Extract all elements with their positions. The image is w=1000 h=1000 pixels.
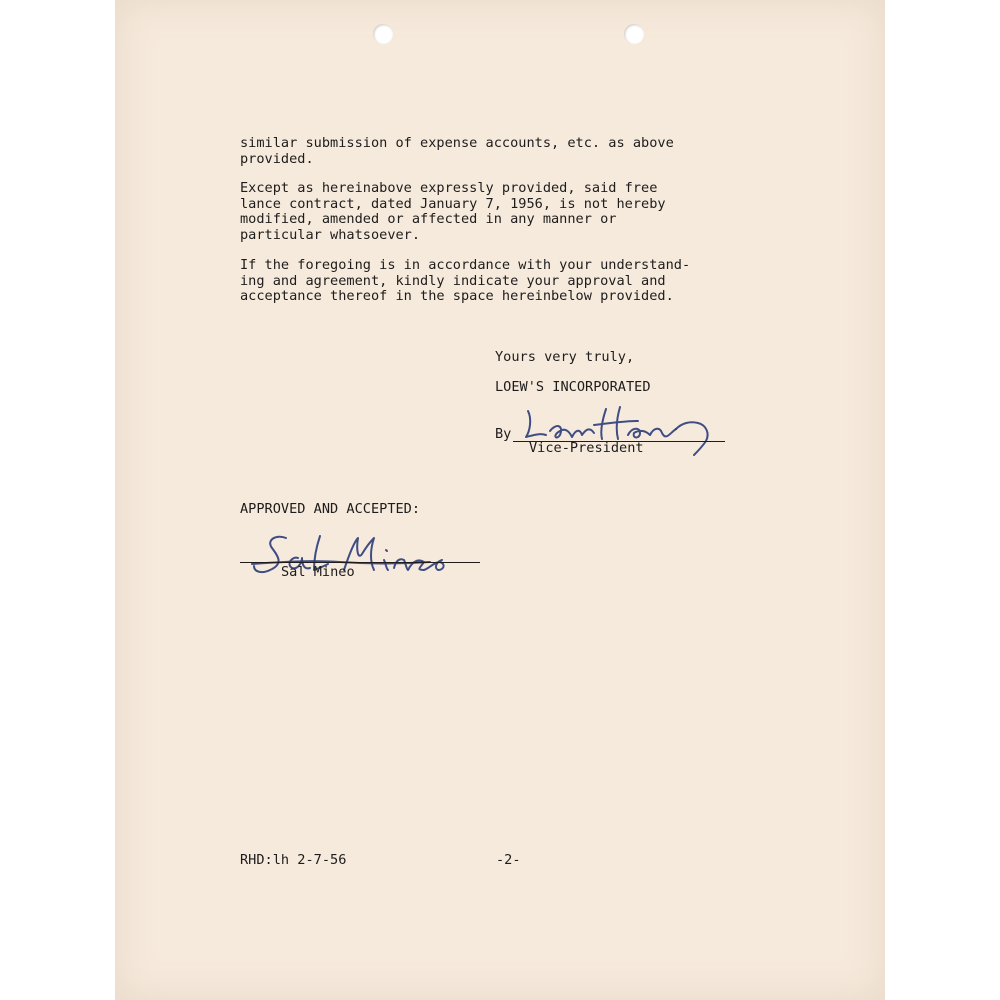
signer-title: Vice-President	[529, 440, 644, 456]
body-paragraph-3: If the foregoing is in accordance with your understand- ing and agreement, kindly indicate your approval and acceptance thereof in the space hereinbelow provided.	[240, 257, 691, 304]
body-paragraph-2: Except as hereinabove expressly provided, said free lance contract, dated January 7, 1956, is not hereby modified, amended or affected in any manner or particular whatsoever.	[240, 180, 666, 243]
page-number: -2-	[496, 852, 521, 868]
body-paragraph-1: similar submission of expense accounts, etc. as above provided.	[240, 135, 674, 167]
acceptance-heading: APPROVED AND ACCEPTED:	[240, 501, 421, 517]
by-label: By	[495, 426, 512, 442]
sal-mineo-signature	[240, 524, 490, 584]
punch-hole-right	[624, 24, 644, 44]
typist-reference: RHD:lh 2-7-56	[240, 852, 347, 868]
acceptor-name: Sal Mineo	[281, 564, 355, 580]
closing-salutation: Yours very truly,	[495, 349, 635, 365]
company-name: LOEW'S INCORPORATED	[495, 379, 651, 395]
punch-hole-left	[373, 24, 393, 44]
acceptance-signature-line	[240, 562, 480, 563]
letter-page	[115, 0, 885, 1000]
